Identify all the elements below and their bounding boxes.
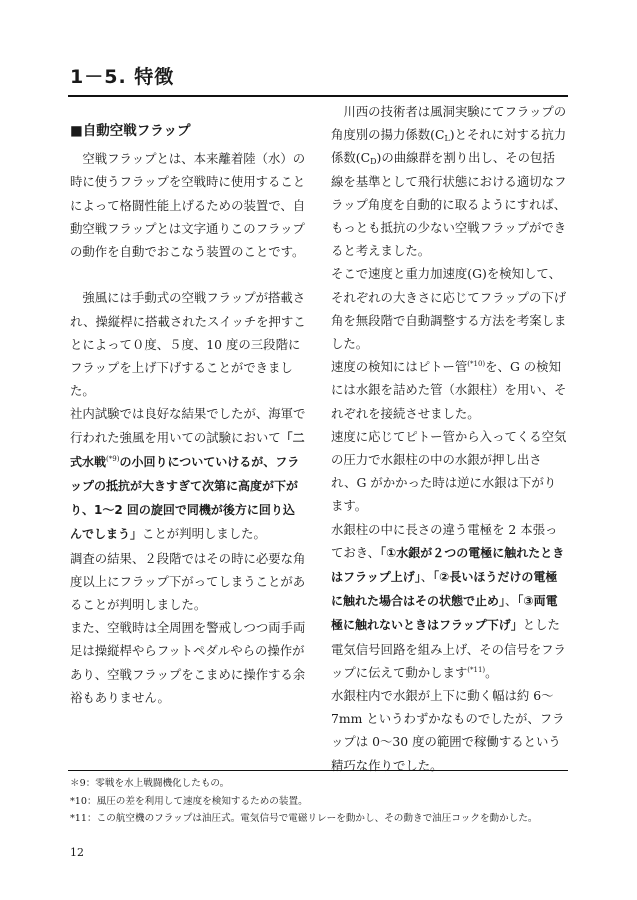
paragraph [331, 100, 567, 262]
paragraph: 調査の結果、２段階ではその時に必要な角度以上にフラップ下がってしまうことがあることが判明しました。 [70, 550, 306, 613]
paragraph: 速度に応じてピトー管から入ってくる空気の圧力で水銀柱の中の水銀が押し出され、G がかかった時は逆に水銀は下がります。 [331, 428, 567, 514]
text: ことが判明しました。 [142, 526, 266, 542]
text: 水銀柱の中に長さの違う電極を 2 本張っておき、 [331, 521, 558, 560]
footnote-ref: (*11) [467, 665, 486, 674]
paragraph: そこで速度と重力加速度(G)を検知して、それぞれの大きさに応じてフラップの下げ角を無段階で自動調整する方法を考案しました。 [331, 266, 567, 352]
text: を、G の検知には水銀を詰めた管（水銀柱）を用い、それぞれを接続させました。 [331, 359, 567, 421]
subsection-title: ■自動空戦フラップ [70, 123, 191, 139]
subscript: D [370, 157, 377, 167]
page-number: 12 [70, 846, 84, 859]
paragraph: また、空戦時は全周囲を警戒しつつ両手両足は操縦桿やらフットペダルやらの操作があり、空戦フラップをこまめに操作する余裕もありません。 [70, 620, 306, 705]
paragraph: 強風には手動式の空戦フラップが搭載され、操縦桿に搭載されたスイッチを押すことによって０度、５度、10 度の三段階にフラップを上げ下げすることができました。 [70, 290, 306, 399]
text: とした電気信号回路を組み上げ、その信号をフラップに伝えて動かします [331, 617, 566, 680]
text: 。 [485, 664, 498, 680]
text: 速度の検知にはピトー管 [331, 359, 468, 375]
text: 川西の技術者は風洞実験にてフラップの角度別の揚力係数(C [331, 104, 567, 143]
heading-underline [68, 95, 568, 97]
emphasis-text: 「②長いほうだけの電極に触れた場合はその状態で止め」 [331, 570, 558, 609]
footnote-ref: (*10) [467, 360, 486, 369]
footnote: *11：この航空機のフラップは油圧式。電気信号で電磁リレーを動かし、その動きで油圧コックを動かした。 [70, 813, 538, 824]
footnote: ＊9：零戦を水上戦闘機化したもの。 [70, 778, 230, 789]
text: )とそれに対する抗力係数(C [331, 127, 567, 166]
text: 社内試験では良好な結果でしたが、海軍で行われた強風を用いての試験において [70, 406, 306, 445]
paragraph: 空戦フラップとは、本来離着陸（水）の時に使うフラップを空戦時に使用することによって格闘性能上げるための装置で、自動空戦フラップとは文字通りこのフラップの動作を自動でおこなう装置のことです。 [70, 151, 306, 260]
footnotes [70, 775, 538, 828]
text: )の曲線群を割り出し、その包括線を基準として飛行状態における適切なフラップ角度を自動的に取るようにすれば、もっとも抵抗の少ない空戦フラップができると考えました。 [331, 150, 567, 259]
emphasis-text: 「③両電極に触れないときはフラップ下げ」 [331, 594, 558, 633]
footnote: *10：風圧の差を利用して速度を検知するための装置。 [70, 795, 308, 807]
left-column [70, 100, 306, 709]
text: 、 [505, 593, 518, 609]
paragraph [331, 355, 567, 425]
paragraph [331, 518, 567, 684]
paragraph: 水銀柱内で水銀が上下に動く幅は約 6～7mm というわずかなものでしたが、フラップは 0～30 度の範囲で稼働するという精巧な作りでした。 [331, 688, 565, 773]
footnote-ref: (*9) [106, 454, 120, 463]
subscript: L [444, 134, 450, 144]
emphasis-text: 「①水銀が２つの電極に触れたときはフラップ上げ」 [331, 545, 565, 585]
right-column [331, 100, 567, 777]
emphasis-text: の小回りについていけるが、フラップの抵抗が大きすぎて次第に高度が下がり、1～2 回の旋回で同機が後方に回り込んでしまう」 [70, 454, 300, 542]
emphasis-text: 「二式水戦 [70, 430, 305, 469]
footnote-divider [68, 770, 568, 771]
section-heading: 1－5. 特徴 [70, 66, 175, 88]
paragraph-gap [70, 263, 306, 286]
paragraph [70, 402, 306, 546]
text: 、 [420, 569, 434, 585]
